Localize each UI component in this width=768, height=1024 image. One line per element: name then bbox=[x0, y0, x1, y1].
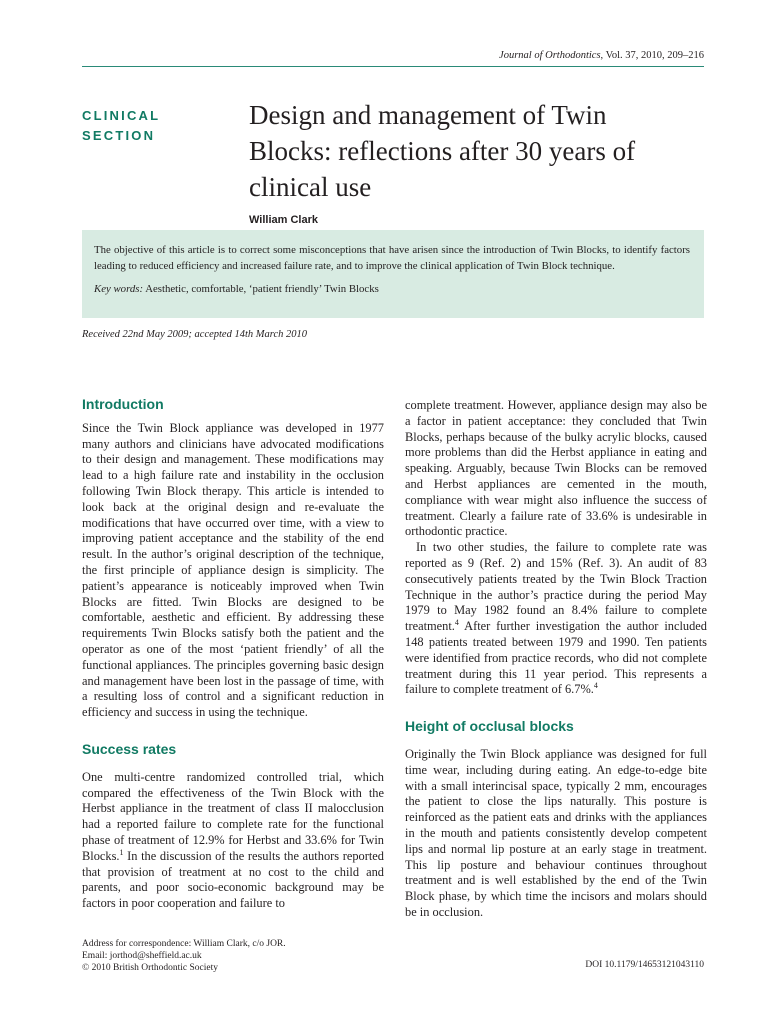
received-dates: Received 22nd May 2009; accepted 14th March 2010 bbox=[82, 329, 307, 340]
success-rates-text-a: One multi-centre randomized controlled trial, which compared the effectiveness of the Twin Block with the Herbst appliance in the treatment of class II malocclusion had a reported failure to complete rate for the functional phase of treatment of 12.9% for Herbst and 33.6% for Twin Blocks. bbox=[82, 769, 384, 863]
header-rule bbox=[82, 66, 704, 67]
success-rates-continued: complete treatment. However, appliance design may also be a factor in patient acceptance: they concluded that Twin Blocks, perhaps because of the bulky acrylic blocks, caused more problems than did the Herbst appliance in eating and speaking. Arguably, because Twin Blocks can be removed and Herbst appliances are cemented in the mouth, compliance with wear might also influence the success of treatment. Clearly a failure rate of 33.6% is undesirable in orthodontic practice. bbox=[405, 398, 707, 539]
reference-1: 1 bbox=[119, 847, 124, 857]
success-rates-text-b: In the discussion of the results the authors reported that provision of treatment at no cost to the child and parents, and poor socio-economic background may be factors in poor cooperation and failure to bbox=[82, 848, 384, 911]
journal-name: Journal of Orthodontics bbox=[499, 50, 601, 61]
abstract-text: The objective of this article is to correct some misconceptions that have arisen since the introduction of Twin Blocks, to identify factors leading to reduced efficiency and increased failure rate, and to improve the clinical application of Twin Block technique. bbox=[94, 244, 690, 272]
section-label-line1: CLINICAL bbox=[82, 108, 161, 123]
success-rates-text bbox=[82, 770, 384, 912]
keywords-label: Key words: bbox=[94, 283, 144, 295]
keywords-text: Aesthetic, comfortable, ‘patient friendly’ Twin Blocks bbox=[143, 283, 379, 295]
section-label-line2: SECTION bbox=[82, 128, 156, 143]
introduction-text: Since the Twin Block appliance was developed in 1977 many authors and clinicians have advocated modifications to their design and management. These modifications may lead to a high failure rate and instability in the occlusion following Twin Block therapy. This article is intended to look back at the original design and re-evaluate the modifications that have occurred over time, with a view to improving patient acceptance and the stability of the end result. In the author’s original description of the technique, the first principle of appliance design is simplicity. The patient’s appearance is noticeably improved when Twin Blocks are fitted. Twin Blocks are designed to be comfortable, aesthetic and efficient. By addressing these requirements Twin Blocks satisfy both the patient and the operator as one of the most ‘patient friendly’ of all the functional appliances. The principles governing basic design and management have been lost in the passage of time, with a resulting loss of control and a significant reduction in efficiency and success in using the technique. bbox=[82, 420, 384, 720]
journal-reference bbox=[499, 50, 704, 61]
doi: DOI 10.1179/14653121043110 bbox=[585, 960, 704, 970]
height-text: Originally the Twin Block appliance was designed for full time wear, including during eating. An edge-to-edge bite with a small interincisal space, typically 2 mm, encourages the patient to close the lips naturally. This posture is reinforced as the patient eats and drinks with the appliances in the mouth and patients consistently develop competent lips and normal lip posture at an early stage in treatment. This lip posture and behaviour continues throughout treatment and is well established by the end of the Twin Block phase, by which time the incisors and molars should be in occlusion. bbox=[405, 746, 707, 919]
abstract-box bbox=[82, 230, 704, 318]
left-column bbox=[82, 397, 384, 912]
para2-text-a: In two other studies, the failure to complete rate was reported as 9 (Ref. 2) and 15% (Ref. 3). An audit of 83 consecutively patients treated by the Twin Block Traction Technique in the author’s practice during the period May 1979 to May 1982 found an 8.4% failure to complete treatment. bbox=[405, 540, 707, 634]
reference-4a: 4 bbox=[454, 618, 459, 628]
reference-4b: 4 bbox=[593, 681, 598, 691]
heading-height-occlusal-blocks: Height of occlusal blocks bbox=[405, 718, 574, 735]
article-title: Design and management of Twin Blocks: reflections after 30 years of clinical use bbox=[249, 100, 636, 202]
footer-copyright: © 2010 British Orthodontic Society bbox=[82, 963, 218, 973]
para2-text-b: After further investigation the author included 148 patients treated between 1979 and 1990. Ten patients were identified from practice records, who did not complete treatment during this 11 year period. This represents a failure to complete treatment of 6.7%. bbox=[405, 619, 707, 697]
section-label bbox=[82, 106, 212, 146]
author-name: William Clark bbox=[249, 214, 318, 226]
right-column bbox=[405, 398, 707, 921]
heading-success-rates: Success rates bbox=[82, 740, 177, 757]
success-rates-paragraph-2 bbox=[405, 540, 707, 698]
footer-address: Address for correspondence: William Clark, c/o JOR. bbox=[82, 939, 286, 949]
journal-details: , Vol. 37, 2010, 209–216 bbox=[600, 50, 704, 61]
keywords bbox=[94, 281, 690, 297]
correspondence-footer bbox=[82, 938, 286, 974]
footer-email: Email: jorthod@sheffield.ac.uk bbox=[82, 951, 202, 961]
heading-introduction: Introduction bbox=[82, 396, 164, 412]
